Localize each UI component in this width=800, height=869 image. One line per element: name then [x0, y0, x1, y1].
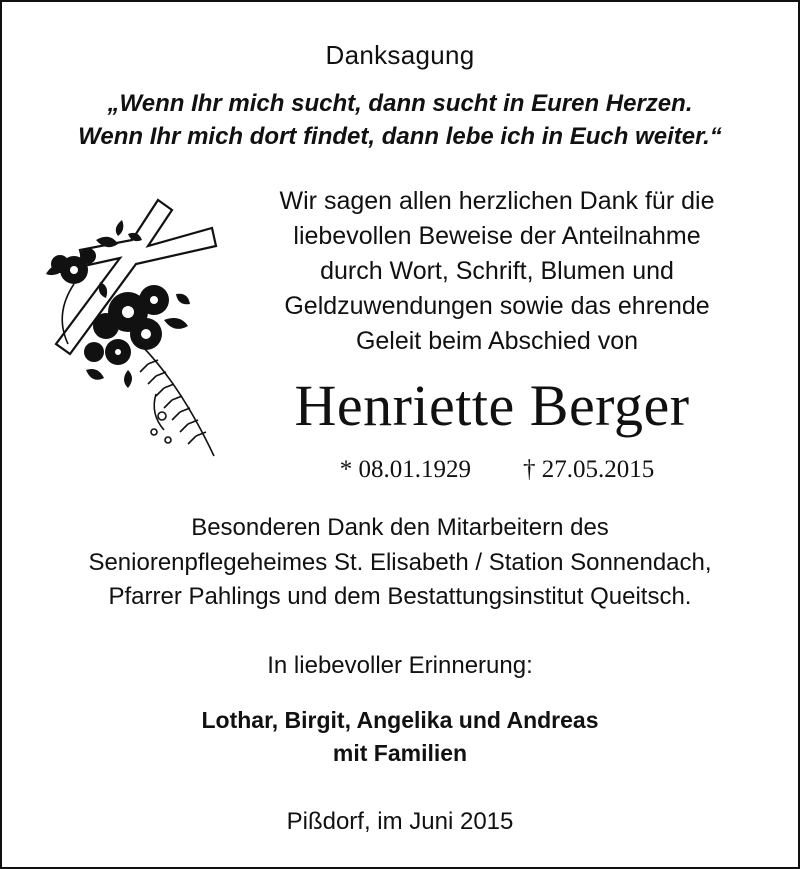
special-thanks-line-1: Besonderen Dank den Mitarbeitern des: [191, 514, 609, 541]
thanks-line: durch Wort, Schrift, Blumen und: [320, 257, 674, 285]
memory-line: In liebevoller Erinnerung:: [267, 652, 533, 679]
deceased-name: Henriette Berger: [294, 373, 690, 438]
place-date: Pißdorf, im Juni 2015: [286, 808, 514, 835]
heading: Danksagung: [325, 40, 475, 70]
quote-line-2: Wenn Ihr mich dort findet, dann lebe ich in Euch weiter.“: [78, 123, 722, 150]
special-thanks-line-3: Pfarrer Pahlings und dem Bestattungsinstitut Queitsch.: [108, 583, 692, 610]
special-thanks-line-2: Seniorenpflegeheimes St. Elisabeth / Station Sonnendach,: [88, 549, 712, 576]
thanks-line: liebevollen Beweise der Anteilnahme: [293, 222, 701, 250]
quote-line-1: „Wenn Ihr mich sucht, dann sucht in Euren Herzen.: [107, 90, 693, 117]
thanks-line: Wir sagen allen herzlichen Dank für die: [279, 187, 715, 215]
signatories-line-1: Lothar, Birgit, Angelika und Andreas: [201, 707, 599, 733]
signatories-line-2: mit Familien: [332, 740, 468, 766]
death-date: † 27.05.2015: [523, 456, 655, 483]
thanks-line: Geleit beim Abschied von: [355, 327, 639, 355]
cross-with-roses-icon: [36, 194, 226, 464]
thanks-line: Geldzuwendungen sowie das ehrende: [284, 292, 710, 320]
thanks-paragraph: [232, 184, 762, 359]
birth-date: * 08.01.1929: [339, 456, 471, 483]
life-dates: [232, 456, 762, 484]
